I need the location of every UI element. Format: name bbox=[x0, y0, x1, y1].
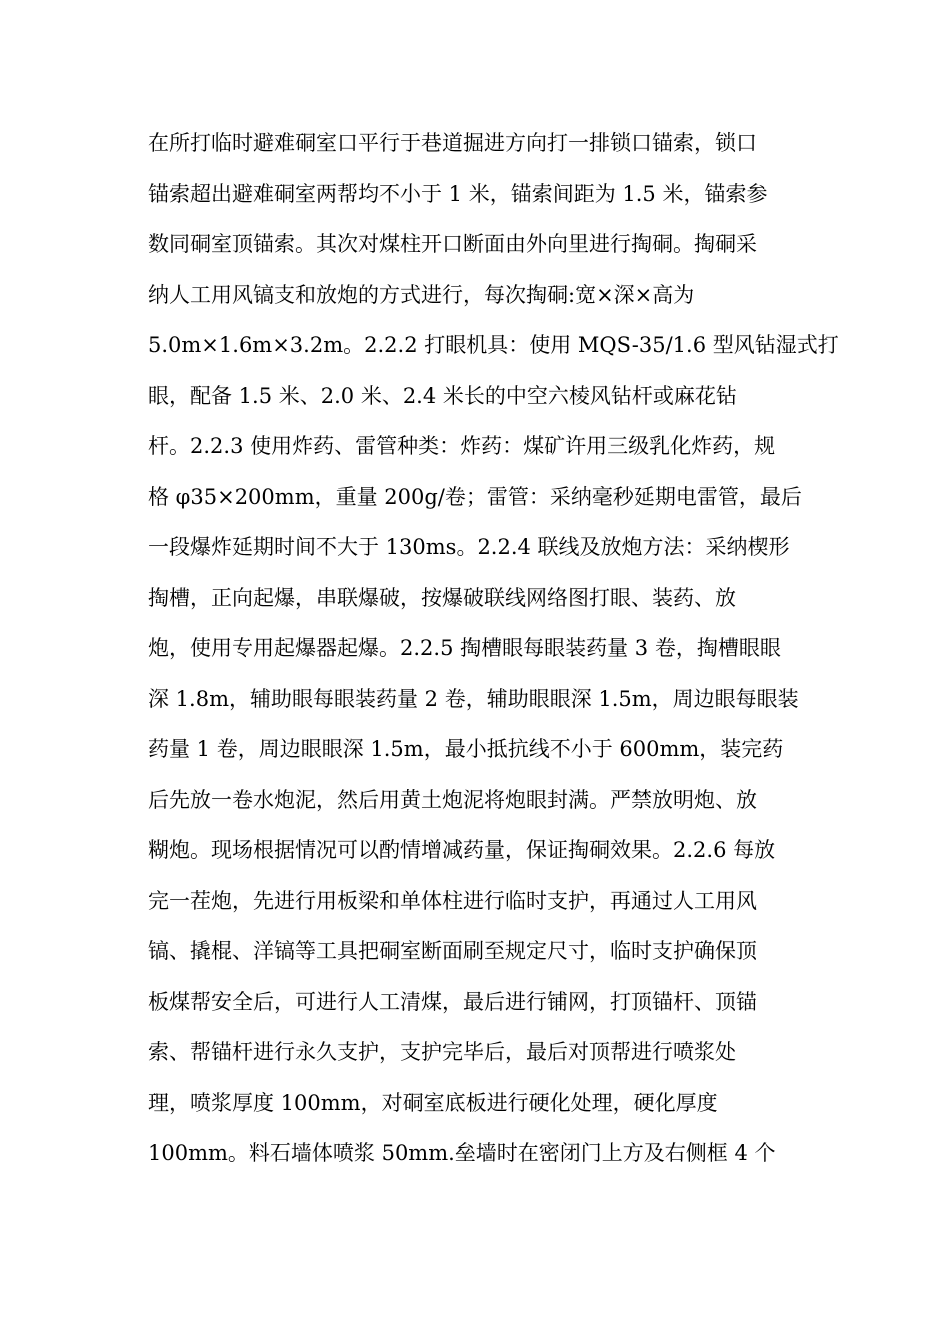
body-text bbox=[148, 118, 839, 1179]
text-line-17: 镐、撬棍、洋镐等工具把硐室断面刷至规定尺寸，临时支护确保顶 bbox=[148, 939, 757, 963]
text-line-15: 糊炮。现场根据情况可以酌情增减药量，保证掏硐效果。2.2.6 每放 bbox=[148, 838, 776, 862]
text-line-9: 一段爆炸延期时间不大于 130ms。2.2.4 联线及放炮方法：采纳楔形 bbox=[148, 535, 790, 559]
text-line-2: 锚索超出避难硐室两帮均不小于 1 米，锚索间距为 1.5 米，锚索参 bbox=[148, 181, 768, 206]
text-line-13: 药量 1 卷，周边眼眼深 1.5m，最小抵抗线不小于 600mm，装完药 bbox=[148, 737, 784, 761]
text-line-1: 在所打临时避难硐室口平行于巷道掘进方向打一排锁口锚索，锁口 bbox=[148, 131, 757, 155]
text-line-6: 眼，配备 1.5 米、2.0 米、2.4 米长的中空六棱风钻杆或麻花钻 bbox=[148, 383, 737, 408]
text-line-14: 后先放一卷水炮泥，然后用黄土炮泥将炮眼封满。严禁放明炮、放 bbox=[148, 787, 757, 812]
text-line-3: 数同硐室顶锚索。其次对煤柱开口断面由外向里进行掏硐。掏硐采 bbox=[148, 232, 757, 256]
text-line-8: 格 φ35×200mm，重量 200g/卷；雷管：采纳毫秒延期电雷管，最后 bbox=[148, 484, 802, 509]
text-line-20: 理，喷浆厚度 100mm，对硐室底板进行硬化处理，硬化厚度 bbox=[148, 1090, 718, 1115]
text-line-19: 索、帮锚杆进行永久支护，支护完毕后，最后对顶帮进行喷浆处 bbox=[148, 1040, 736, 1064]
text-line-5: 5.0m×1.6m×3.2m。2.2.2 打眼机具：使用 MQS-35/1.6 型风钻湿式打 bbox=[148, 333, 839, 357]
text-line-18: 板煤帮安全后，可进行人工清煤，最后进行铺网，打顶锚杆、顶锚 bbox=[148, 989, 757, 1014]
text-line-10: 掏槽，正向起爆，串联爆破，按爆破联线网络图打眼、装药、放 bbox=[148, 585, 736, 610]
text-line-7: 杆。2.2.3 使用炸药、雷管种类：炸药：煤矿许用三级乳化炸药，规 bbox=[148, 434, 776, 458]
text-line-21: 100mm。料石墙体喷浆 50mm.垒墙时在密闭门上方及右侧框 4 个 bbox=[148, 1141, 776, 1165]
text-line-11: 炮，使用专用起爆器起爆。2.2.5 掏槽眼每眼装药量 3 卷，掏槽眼眼 bbox=[148, 636, 781, 660]
text-line-12: 深 1.8m，辅助眼每眼装药量 2 卷，辅助眼眼深 1.5m，周边眼每眼装 bbox=[148, 686, 799, 711]
text-line-4: 纳人工用风镐支和放炮的方式进行，每次掏硐:宽×深×高为 bbox=[148, 282, 695, 307]
text-line-16: 完一茬炮，先进行用板梁和单体柱进行临时支护，再通过人工用风 bbox=[148, 888, 757, 913]
